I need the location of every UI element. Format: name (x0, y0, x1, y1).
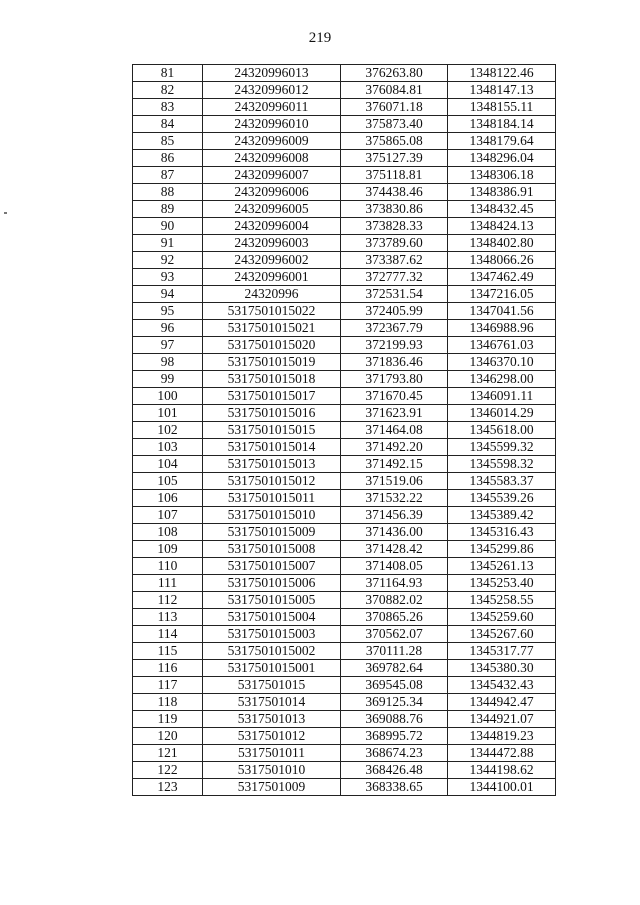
row-index-cell: 97 (133, 337, 203, 354)
table-row (133, 473, 556, 490)
x-coordinate-cell: 373828.33 (341, 218, 448, 235)
table-row (133, 779, 556, 796)
row-index-cell: 85 (133, 133, 203, 150)
x-coordinate-cell: 371793.80 (341, 371, 448, 388)
code-cell: 5317501014 (203, 694, 341, 711)
x-coordinate-cell: 376263.80 (341, 65, 448, 82)
code-cell: 24320996004 (203, 218, 341, 235)
x-coordinate-cell: 371436.00 (341, 524, 448, 541)
code-cell: 5317501013 (203, 711, 341, 728)
x-coordinate-cell: 376071.18 (341, 99, 448, 116)
x-coordinate-cell: 369088.76 (341, 711, 448, 728)
table-row (133, 592, 556, 609)
code-cell: 5317501015017 (203, 388, 341, 405)
table-row (133, 133, 556, 150)
code-cell: 5317501015014 (203, 439, 341, 456)
table-row (133, 507, 556, 524)
x-coordinate-cell: 373830.86 (341, 201, 448, 218)
row-index-cell: 100 (133, 388, 203, 405)
margin-mark (4, 212, 7, 214)
code-cell: 24320996007 (203, 167, 341, 184)
y-coordinate-cell: 1348432.45 (448, 201, 556, 218)
x-coordinate-cell: 371519.06 (341, 473, 448, 490)
code-cell: 24320996001 (203, 269, 341, 286)
table-row (133, 405, 556, 422)
x-coordinate-cell: 368426.48 (341, 762, 448, 779)
row-index-cell: 108 (133, 524, 203, 541)
x-coordinate-cell: 371428.42 (341, 541, 448, 558)
y-coordinate-cell: 1344472.88 (448, 745, 556, 762)
x-coordinate-cell: 372367.79 (341, 320, 448, 337)
code-cell: 5317501015013 (203, 456, 341, 473)
code-cell: 24320996010 (203, 116, 341, 133)
y-coordinate-cell: 1348066.26 (448, 252, 556, 269)
code-cell: 5317501010 (203, 762, 341, 779)
x-coordinate-cell: 371456.39 (341, 507, 448, 524)
table-row (133, 337, 556, 354)
code-cell: 5317501015021 (203, 320, 341, 337)
y-coordinate-cell: 1348424.13 (448, 218, 556, 235)
code-cell: 24320996012 (203, 82, 341, 99)
y-coordinate-cell: 1346761.03 (448, 337, 556, 354)
y-coordinate-cell: 1348386.91 (448, 184, 556, 201)
row-index-cell: 121 (133, 745, 203, 762)
row-index-cell: 106 (133, 490, 203, 507)
row-index-cell: 117 (133, 677, 203, 694)
table-row (133, 65, 556, 82)
y-coordinate-cell: 1347041.56 (448, 303, 556, 320)
code-cell: 5317501015020 (203, 337, 341, 354)
table-row (133, 82, 556, 99)
y-coordinate-cell: 1345618.00 (448, 422, 556, 439)
row-index-cell: 101 (133, 405, 203, 422)
code-cell: 5317501015022 (203, 303, 341, 320)
table-row (133, 643, 556, 660)
x-coordinate-cell: 371623.91 (341, 405, 448, 422)
row-index-cell: 112 (133, 592, 203, 609)
table-row (133, 558, 556, 575)
table-row (133, 252, 556, 269)
row-index-cell: 88 (133, 184, 203, 201)
table-row (133, 235, 556, 252)
row-index-cell: 115 (133, 643, 203, 660)
row-index-cell: 104 (133, 456, 203, 473)
code-cell: 5317501015019 (203, 354, 341, 371)
row-index-cell: 91 (133, 235, 203, 252)
code-cell: 5317501012 (203, 728, 341, 745)
row-index-cell: 94 (133, 286, 203, 303)
x-coordinate-cell: 372199.93 (341, 337, 448, 354)
y-coordinate-cell: 1348122.46 (448, 65, 556, 82)
y-coordinate-cell: 1345258.55 (448, 592, 556, 609)
table-row (133, 388, 556, 405)
x-coordinate-cell: 371836.46 (341, 354, 448, 371)
code-cell: 5317501015015 (203, 422, 341, 439)
x-coordinate-cell: 371532.22 (341, 490, 448, 507)
row-index-cell: 122 (133, 762, 203, 779)
x-coordinate-cell: 368338.65 (341, 779, 448, 796)
y-coordinate-cell: 1345267.60 (448, 626, 556, 643)
code-cell: 5317501009 (203, 779, 341, 796)
row-index-cell: 105 (133, 473, 203, 490)
x-coordinate-cell: 370111.28 (341, 643, 448, 660)
row-index-cell: 84 (133, 116, 203, 133)
y-coordinate-cell: 1345261.13 (448, 558, 556, 575)
table-row (133, 116, 556, 133)
y-coordinate-cell: 1345299.86 (448, 541, 556, 558)
table-row (133, 422, 556, 439)
y-coordinate-cell: 1348296.04 (448, 150, 556, 167)
y-coordinate-cell: 1345389.42 (448, 507, 556, 524)
row-index-cell: 107 (133, 507, 203, 524)
row-index-cell: 99 (133, 371, 203, 388)
x-coordinate-cell: 375127.39 (341, 150, 448, 167)
code-cell: 24320996003 (203, 235, 341, 252)
table-row (133, 184, 556, 201)
x-coordinate-cell: 372777.32 (341, 269, 448, 286)
row-index-cell: 119 (133, 711, 203, 728)
table-body (133, 65, 556, 796)
code-cell: 5317501015005 (203, 592, 341, 609)
row-index-cell: 103 (133, 439, 203, 456)
row-index-cell: 110 (133, 558, 203, 575)
table-row (133, 762, 556, 779)
y-coordinate-cell: 1345539.26 (448, 490, 556, 507)
table-row (133, 150, 556, 167)
y-coordinate-cell: 1345380.30 (448, 660, 556, 677)
table-row (133, 439, 556, 456)
row-index-cell: 89 (133, 201, 203, 218)
table-row (133, 694, 556, 711)
code-cell: 5317501015002 (203, 643, 341, 660)
row-index-cell: 96 (133, 320, 203, 337)
x-coordinate-cell: 369782.64 (341, 660, 448, 677)
code-cell: 5317501015008 (203, 541, 341, 558)
y-coordinate-cell: 1346298.00 (448, 371, 556, 388)
code-cell: 5317501015 (203, 677, 341, 694)
y-coordinate-cell: 1344819.23 (448, 728, 556, 745)
x-coordinate-cell: 371408.05 (341, 558, 448, 575)
x-coordinate-cell: 370562.07 (341, 626, 448, 643)
x-coordinate-cell: 376084.81 (341, 82, 448, 99)
code-cell: 5317501015018 (203, 371, 341, 388)
x-coordinate-cell: 371492.20 (341, 439, 448, 456)
row-index-cell: 123 (133, 779, 203, 796)
y-coordinate-cell: 1345583.37 (448, 473, 556, 490)
table-row (133, 354, 556, 371)
x-coordinate-cell: 375873.40 (341, 116, 448, 133)
code-cell: 5317501015001 (203, 660, 341, 677)
x-coordinate-cell: 369125.34 (341, 694, 448, 711)
page-number: 219 (308, 30, 332, 46)
x-coordinate-cell: 373387.62 (341, 252, 448, 269)
x-coordinate-cell: 372531.54 (341, 286, 448, 303)
row-index-cell: 82 (133, 82, 203, 99)
code-cell: 24320996009 (203, 133, 341, 150)
x-coordinate-cell: 371464.08 (341, 422, 448, 439)
y-coordinate-cell: 1346370.10 (448, 354, 556, 371)
y-coordinate-cell: 1345432.43 (448, 677, 556, 694)
row-index-cell: 102 (133, 422, 203, 439)
y-coordinate-cell: 1347216.05 (448, 286, 556, 303)
x-coordinate-cell: 370882.02 (341, 592, 448, 609)
table-row (133, 677, 556, 694)
table-row (133, 575, 556, 592)
x-coordinate-cell: 375118.81 (341, 167, 448, 184)
y-coordinate-cell: 1348179.64 (448, 133, 556, 150)
row-index-cell: 120 (133, 728, 203, 745)
row-index-cell: 93 (133, 269, 203, 286)
y-coordinate-cell: 1344921.07 (448, 711, 556, 728)
y-coordinate-cell: 1348402.80 (448, 235, 556, 252)
x-coordinate-cell: 372405.99 (341, 303, 448, 320)
row-index-cell: 95 (133, 303, 203, 320)
table-row (133, 490, 556, 507)
row-index-cell: 87 (133, 167, 203, 184)
y-coordinate-cell: 1347462.49 (448, 269, 556, 286)
x-coordinate-cell: 374438.46 (341, 184, 448, 201)
y-coordinate-cell: 1348155.11 (448, 99, 556, 116)
y-coordinate-cell: 1344942.47 (448, 694, 556, 711)
coordinate-table (132, 64, 556, 796)
row-index-cell: 92 (133, 252, 203, 269)
y-coordinate-cell: 1345259.60 (448, 609, 556, 626)
table-row (133, 286, 556, 303)
y-coordinate-cell: 1345316.43 (448, 524, 556, 541)
table-row (133, 745, 556, 762)
table-row (133, 541, 556, 558)
row-index-cell: 86 (133, 150, 203, 167)
code-cell: 5317501015010 (203, 507, 341, 524)
table-row (133, 626, 556, 643)
table-row (133, 201, 556, 218)
x-coordinate-cell: 370865.26 (341, 609, 448, 626)
x-coordinate-cell: 369545.08 (341, 677, 448, 694)
code-cell: 24320996006 (203, 184, 341, 201)
row-index-cell: 118 (133, 694, 203, 711)
row-index-cell: 98 (133, 354, 203, 371)
x-coordinate-cell: 371670.45 (341, 388, 448, 405)
y-coordinate-cell: 1345317.77 (448, 643, 556, 660)
code-cell: 24320996008 (203, 150, 341, 167)
y-coordinate-cell: 1346091.11 (448, 388, 556, 405)
row-index-cell: 111 (133, 575, 203, 592)
code-cell: 24320996013 (203, 65, 341, 82)
x-coordinate-cell: 371164.93 (341, 575, 448, 592)
y-coordinate-cell: 1346988.96 (448, 320, 556, 337)
row-index-cell: 83 (133, 99, 203, 116)
x-coordinate-cell: 373789.60 (341, 235, 448, 252)
table-row (133, 167, 556, 184)
code-cell: 5317501015009 (203, 524, 341, 541)
table-row (133, 371, 556, 388)
table-row (133, 303, 556, 320)
y-coordinate-cell: 1348184.14 (448, 116, 556, 133)
table-row (133, 218, 556, 235)
code-cell: 5317501015016 (203, 405, 341, 422)
table-row (133, 99, 556, 116)
table-row (133, 269, 556, 286)
table-row (133, 524, 556, 541)
y-coordinate-cell: 1345598.32 (448, 456, 556, 473)
row-index-cell: 116 (133, 660, 203, 677)
y-coordinate-cell: 1344100.01 (448, 779, 556, 796)
code-cell: 5317501011 (203, 745, 341, 762)
y-coordinate-cell: 1348147.13 (448, 82, 556, 99)
code-cell: 5317501015012 (203, 473, 341, 490)
y-coordinate-cell: 1344198.62 (448, 762, 556, 779)
code-cell: 5317501015007 (203, 558, 341, 575)
code-cell: 24320996011 (203, 99, 341, 116)
y-coordinate-cell: 1346014.29 (448, 405, 556, 422)
code-cell: 24320996005 (203, 201, 341, 218)
code-cell: 24320996002 (203, 252, 341, 269)
x-coordinate-cell: 368995.72 (341, 728, 448, 745)
row-index-cell: 113 (133, 609, 203, 626)
table-row (133, 456, 556, 473)
x-coordinate-cell: 371492.15 (341, 456, 448, 473)
code-cell: 24320996 (203, 286, 341, 303)
row-index-cell: 109 (133, 541, 203, 558)
x-coordinate-cell: 375865.08 (341, 133, 448, 150)
table-row (133, 609, 556, 626)
code-cell: 5317501015004 (203, 609, 341, 626)
code-cell: 5317501015003 (203, 626, 341, 643)
table-row (133, 711, 556, 728)
y-coordinate-cell: 1348306.18 (448, 167, 556, 184)
table-row (133, 320, 556, 337)
row-index-cell: 81 (133, 65, 203, 82)
x-coordinate-cell: 368674.23 (341, 745, 448, 762)
table-row (133, 660, 556, 677)
table-row (133, 728, 556, 745)
code-cell: 5317501015011 (203, 490, 341, 507)
y-coordinate-cell: 1345253.40 (448, 575, 556, 592)
row-index-cell: 114 (133, 626, 203, 643)
y-coordinate-cell: 1345599.32 (448, 439, 556, 456)
row-index-cell: 90 (133, 218, 203, 235)
code-cell: 5317501015006 (203, 575, 341, 592)
